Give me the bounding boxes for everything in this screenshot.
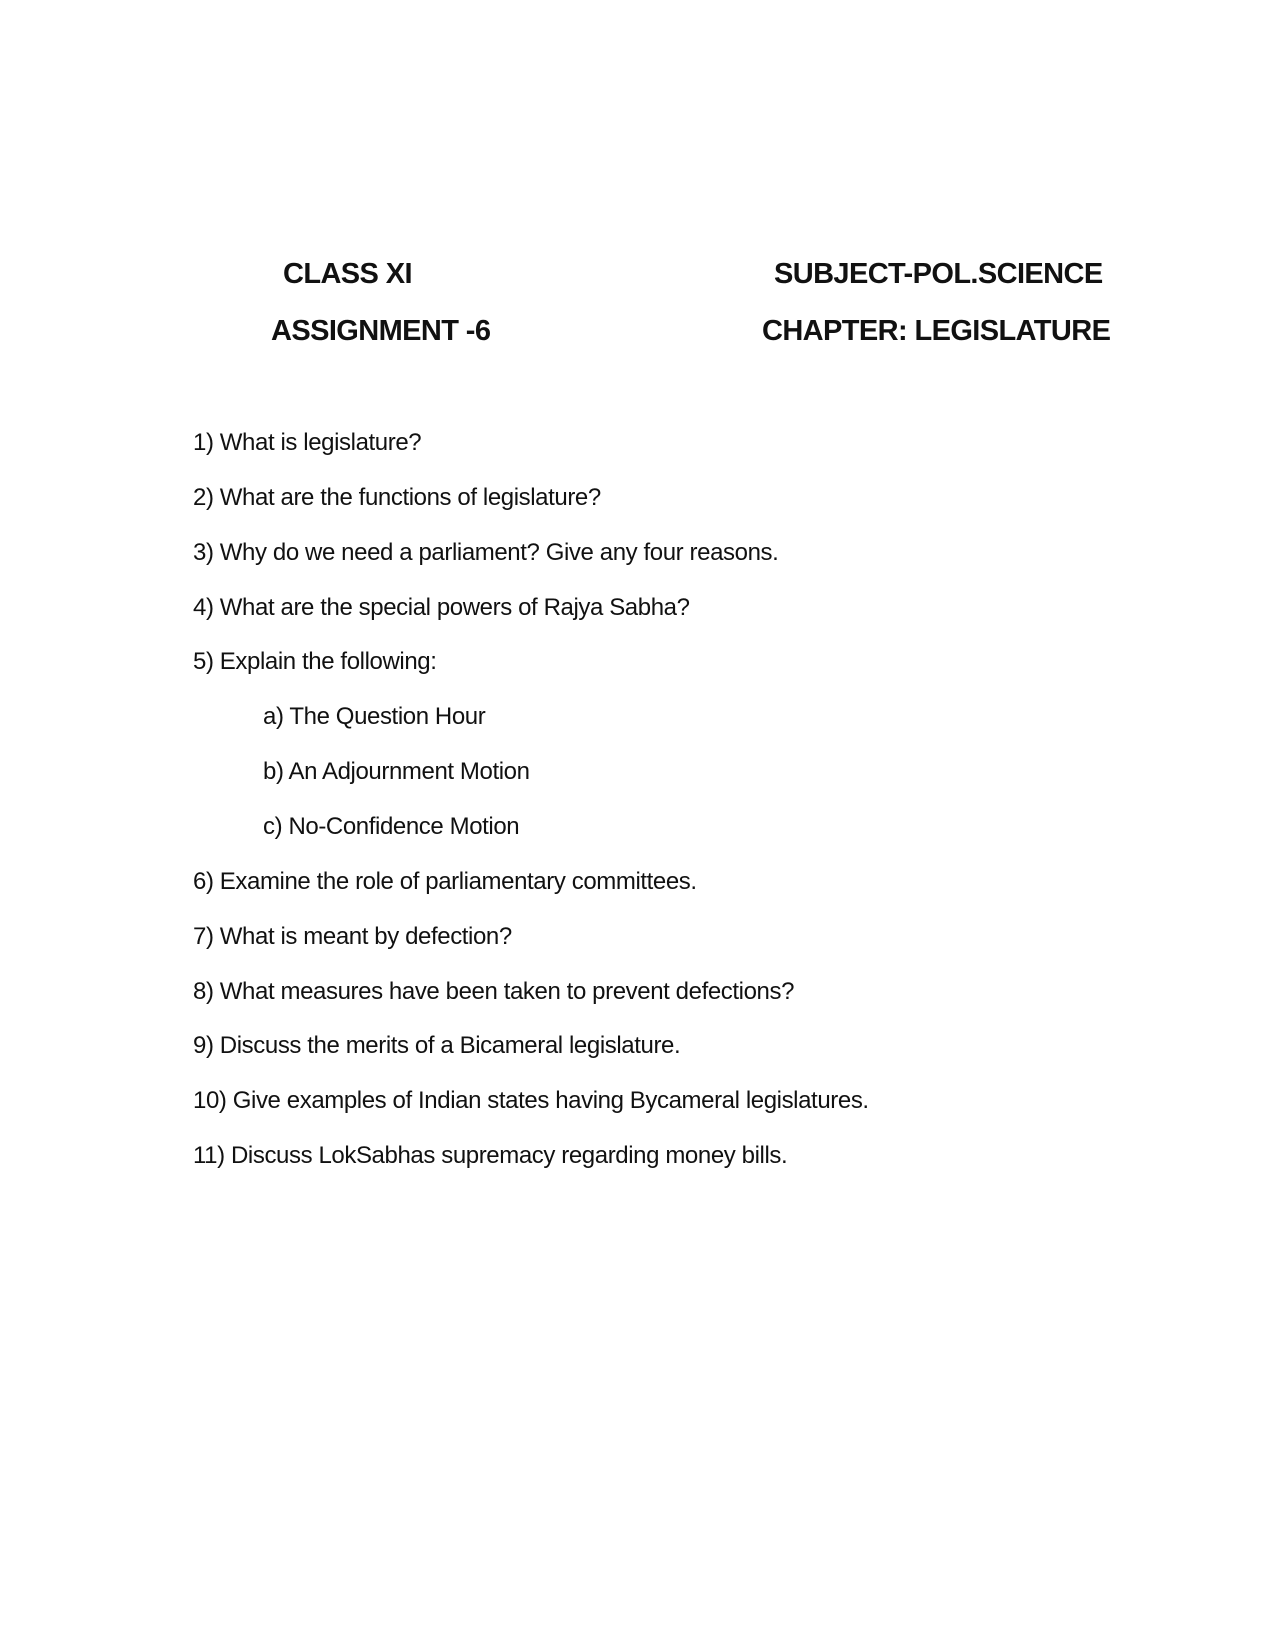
assignment-label: ASSIGNMENT -6 bbox=[271, 315, 491, 347]
question-2: 2) What are the functions of legislature? bbox=[193, 484, 601, 511]
question-5b: b) An Adjournment Motion bbox=[263, 758, 530, 785]
chapter-label: CHAPTER: LEGISLATURE bbox=[762, 315, 1111, 347]
question-5a: a) The Question Hour bbox=[263, 703, 486, 730]
question-5c: c) No-Confidence Motion bbox=[263, 813, 520, 840]
question-7: 7) What is meant by defection? bbox=[193, 923, 512, 950]
class-label: CLASS XI bbox=[283, 258, 412, 290]
question-6: 6) Examine the role of parliamentary committees. bbox=[193, 868, 697, 895]
question-5: 5) Explain the following: bbox=[193, 648, 437, 675]
question-9: 9) Discuss the merits of a Bicameral legislature. bbox=[193, 1032, 681, 1059]
question-4: 4) What are the special powers of Rajya Sabha? bbox=[193, 594, 690, 621]
question-10: 10) Give examples of Indian states having Bycameral legislatures. bbox=[193, 1087, 869, 1114]
question-3: 3) Why do we need a parliament? Give any four reasons. bbox=[193, 539, 779, 566]
question-1: 1) What is legislature? bbox=[193, 429, 422, 456]
question-11: 11) Discuss LokSabhas supremacy regarding money bills. bbox=[193, 1142, 788, 1169]
subject-label: SUBJECT-POL.SCIENCE bbox=[774, 258, 1103, 290]
question-8: 8) What measures have been taken to prevent defections? bbox=[193, 978, 795, 1005]
